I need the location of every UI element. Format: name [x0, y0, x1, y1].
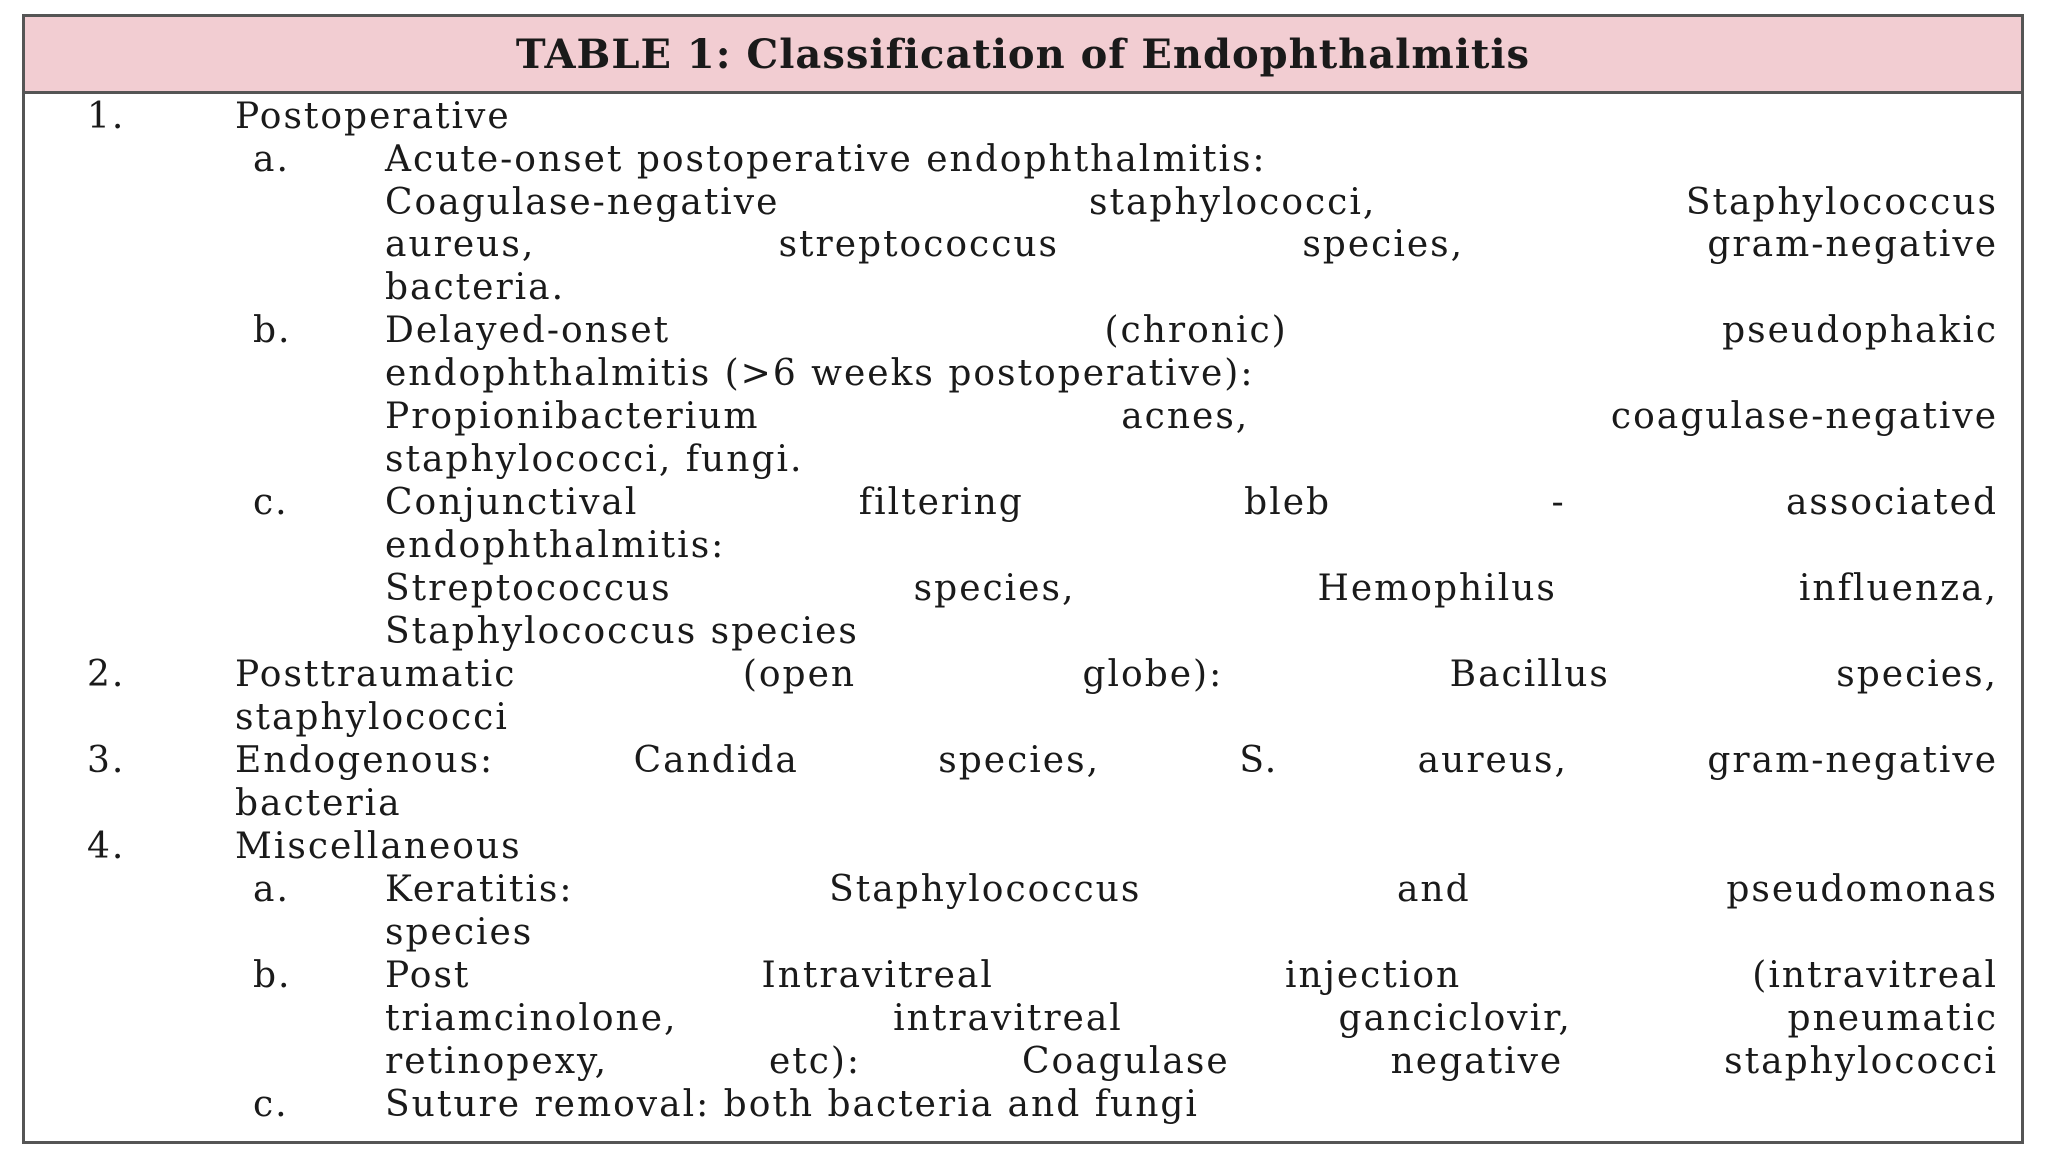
list-marker-4: 4. [87, 826, 126, 867]
list-marker-1: 1. [87, 96, 126, 137]
subcategory-suture-removal: Suture removal: both bacteria and fungi [385, 1084, 1199, 1125]
list-marker-1b: b. [253, 310, 292, 351]
list-marker-1a: a. [253, 139, 290, 180]
category-miscellaneous: Miscellaneous [235, 826, 522, 867]
category-postoperative: Postoperative [235, 96, 511, 137]
category-endogenous: Endogenous: Candida species, S. aureus, gram-negative [235, 740, 1998, 781]
list-item-text: Propionibacterium acnes, coagulase-negative [385, 396, 1998, 437]
list-marker-1c: c. [253, 482, 289, 523]
list-item-text: Coagulase-negative staphylococci, Staphylococcus [385, 182, 1998, 223]
list-item-text: species [385, 912, 534, 953]
table-title: TABLE 1: Classification of Endophthalmitis [25, 17, 2021, 94]
list-item-text: bacteria. [385, 267, 566, 308]
list-marker-4c: c. [253, 1084, 289, 1125]
list-item-text: staphylococci, fungi. [385, 439, 804, 480]
subcategory-delayed-onset: Delayed-onset (chronic) pseudophakic [385, 310, 1998, 351]
list-marker-2: 2. [87, 654, 126, 695]
subcategory-post-intravitreal: Post Intravitreal injection (intravitreal [385, 955, 1998, 996]
subcategory-acute-onset: Acute-onset postoperative endophthalmitis: [385, 139, 1267, 180]
list-item-text: staphylococci [235, 697, 509, 738]
list-item-text: triamcinolone, intravitreal ganciclovir, pneumatic [385, 998, 1998, 1039]
list-item-text: bacteria [235, 783, 402, 824]
list-marker-4a: a. [253, 869, 290, 910]
list-item-text: Staphylococcus species [385, 611, 859, 652]
list-item-text: endophthalmitis: [385, 525, 726, 566]
classification-table [22, 14, 2024, 1144]
list-item-text: aureus, streptococcus species, gram-negative [385, 224, 1998, 265]
list-item-text: retinopexy, etc): Coagulase negative staphylococci [385, 1041, 1998, 1082]
list-marker-4b: b. [253, 955, 292, 996]
list-item-text: endophthalmitis (>6 weeks postoperative): [385, 353, 1255, 394]
list-item-text: Streptococcus species, Hemophilus influenza, [385, 568, 1998, 609]
subcategory-keratitis: Keratitis: Staphylococcus and pseudomonas [385, 869, 1998, 910]
subcategory-bleb-associated: Conjunctival filtering bleb - associated [385, 482, 1998, 523]
category-posttraumatic: Posttraumatic (open globe): Bacillus species, [235, 654, 1998, 695]
list-marker-3: 3. [87, 740, 126, 781]
